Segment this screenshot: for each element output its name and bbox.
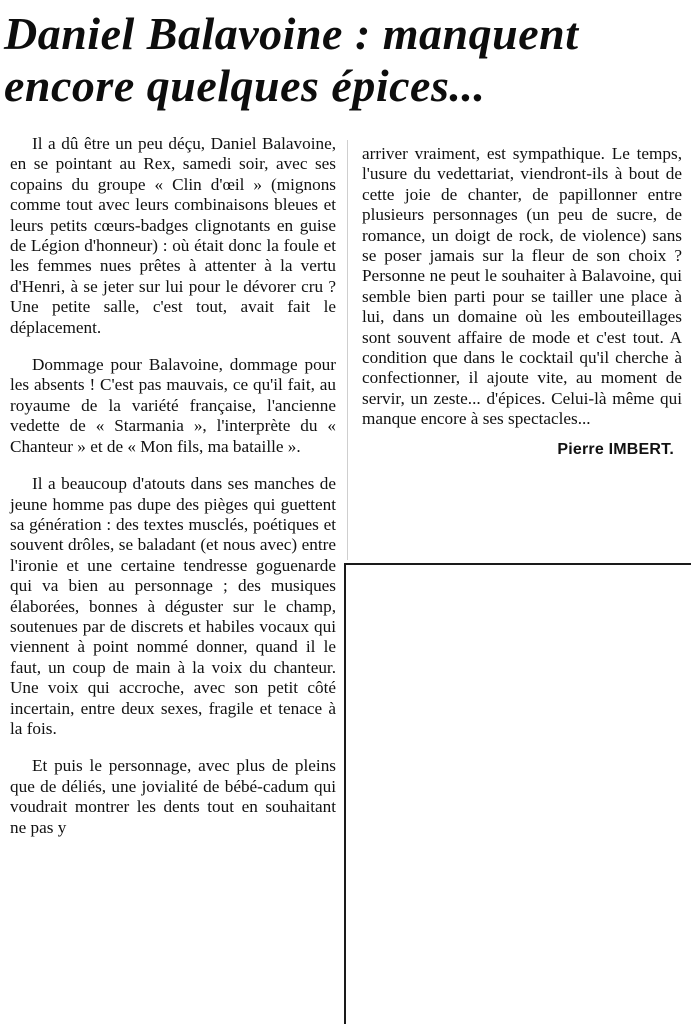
box-border-left bbox=[344, 563, 346, 1024]
article-headline bbox=[4, 8, 688, 112]
column-divider bbox=[347, 140, 348, 560]
box-border-top bbox=[344, 563, 691, 565]
paragraph-continuation: arriver vraiment, est sympathique. Le temps, l'usure du vedettariat, viendront-ils à bout de cette joie de chanter, de papillonner entre plusieurs personnages (un peu de sucre, de romance, un doigt de rock, de violence) sans se poser jamais sur la fleur de son choix ? Personne ne peut le souhaiter à Balavoine, qui semble bien parti pour se tailler une place à lui, dans un domaine où les embouteillages sont souvent affaire de mode et c'est tout. A condition que dans le cocktail qu'il cherche à confectionner, il ajoute vite, au moment de servir, un zeste... d'épices. Celui-là même qui manque encore à ses spectacles... bbox=[362, 144, 682, 429]
paragraph-3: Il a beaucoup d'atouts dans ses manches de jeune homme pas dupe des pièges qui guettent sa génération : des textes musclés, poétiques et souvent drôles, se baladant (et nous avec) entre l'ironie et une certaine tendresse goguenarde qui va bien au personnage ; des musiques élaborées, bonnes à déguster sur le champ, soutenues par de discrets et habiles vocaux qui viennent à point nommé donner, quand il le faut, un coup de main à la voix du chanteur. Une voix qui accroche, avec son petit côté incertain, entre deux sexes, fragile et tenace à la fois. bbox=[10, 474, 336, 738]
headline-line-2: encore quelques épices... bbox=[4, 60, 486, 111]
right-column bbox=[362, 144, 682, 460]
paragraph-2: Dommage pour Balavoine, dommage pour les absents ! C'est pas mauvais, ce qu'il fait, au royaume de la variété française, l'ancienne vedette de « Starmania », l'interprète du « Chanteur » et de « Mon fils, ma bataille ». bbox=[10, 355, 336, 456]
paragraph-4: Et puis le personnage, avec plus de pleins que de déliés, une jovialité de bébé-cadum qui voudrait montrer les dents tout en souhaitant ne pas y bbox=[10, 756, 336, 837]
headline-line-1: Daniel Balavoine : manquent bbox=[4, 8, 579, 59]
paragraph-1: Il a dû être un peu déçu, Daniel Balavoine, en se pointant au Rex, samedi soir, avec ses copains du groupe « Clin d'œil » (mignons comme tout avec leurs combinaisons bleues et leurs petits cœurs-badges clignotants en guise de Légion d'honneur) : où était donc la foule et les femmes nues prêtes à attenter à la vertu d'Henri, à se jeter sur lui pour le dévorer cru ? Une petite salle, c'est tout, avait fait le déplacement. bbox=[10, 134, 336, 337]
left-column bbox=[10, 134, 336, 855]
author-byline: Pierre IMBERT. bbox=[557, 440, 674, 458]
